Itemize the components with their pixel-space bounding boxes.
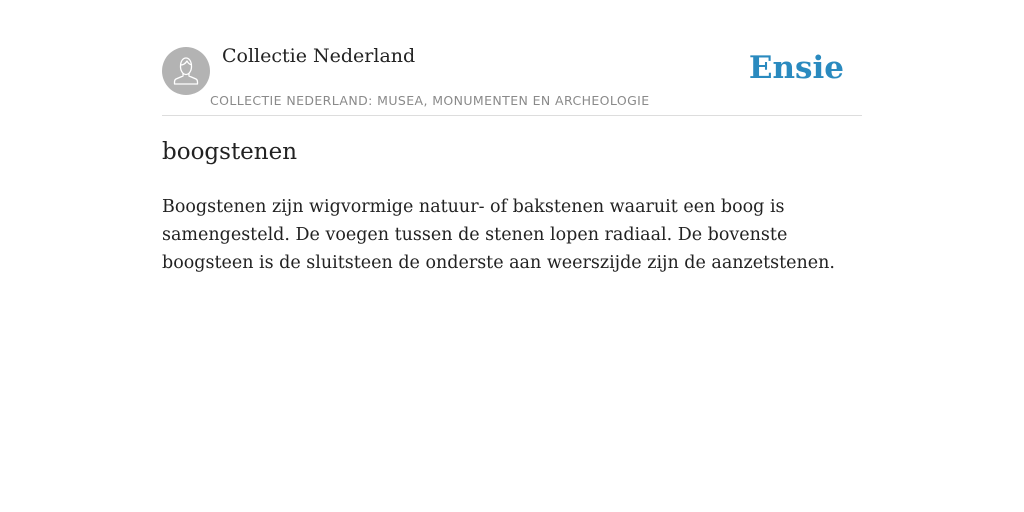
author-subtitle: COLLECTIE NEDERLAND: MUSEA, MONUMENTEN EN ARCHEOLOGIE — [210, 93, 650, 108]
entry-header — [162, 0, 862, 116]
entry-definition: Boogstenen zijn wigvormige natuur- of bakstenen waaruit een boog is samengesteld. De voegen tussen de stenen lopen radiaal. De bovenste boogsteen is de sluitsteen de onderste aan weerszijde zijn de aanzetstenen. — [162, 197, 835, 273]
entry-term-title: boogstenen — [162, 139, 298, 165]
author-name[interactable]: Collectie Nederland — [222, 45, 416, 67]
user-silhouette-icon — [162, 47, 210, 95]
brand-logo-link[interactable]: Ensie — [748, 50, 844, 86]
page-container — [162, 0, 862, 512]
author-avatar[interactable] — [162, 47, 210, 95]
